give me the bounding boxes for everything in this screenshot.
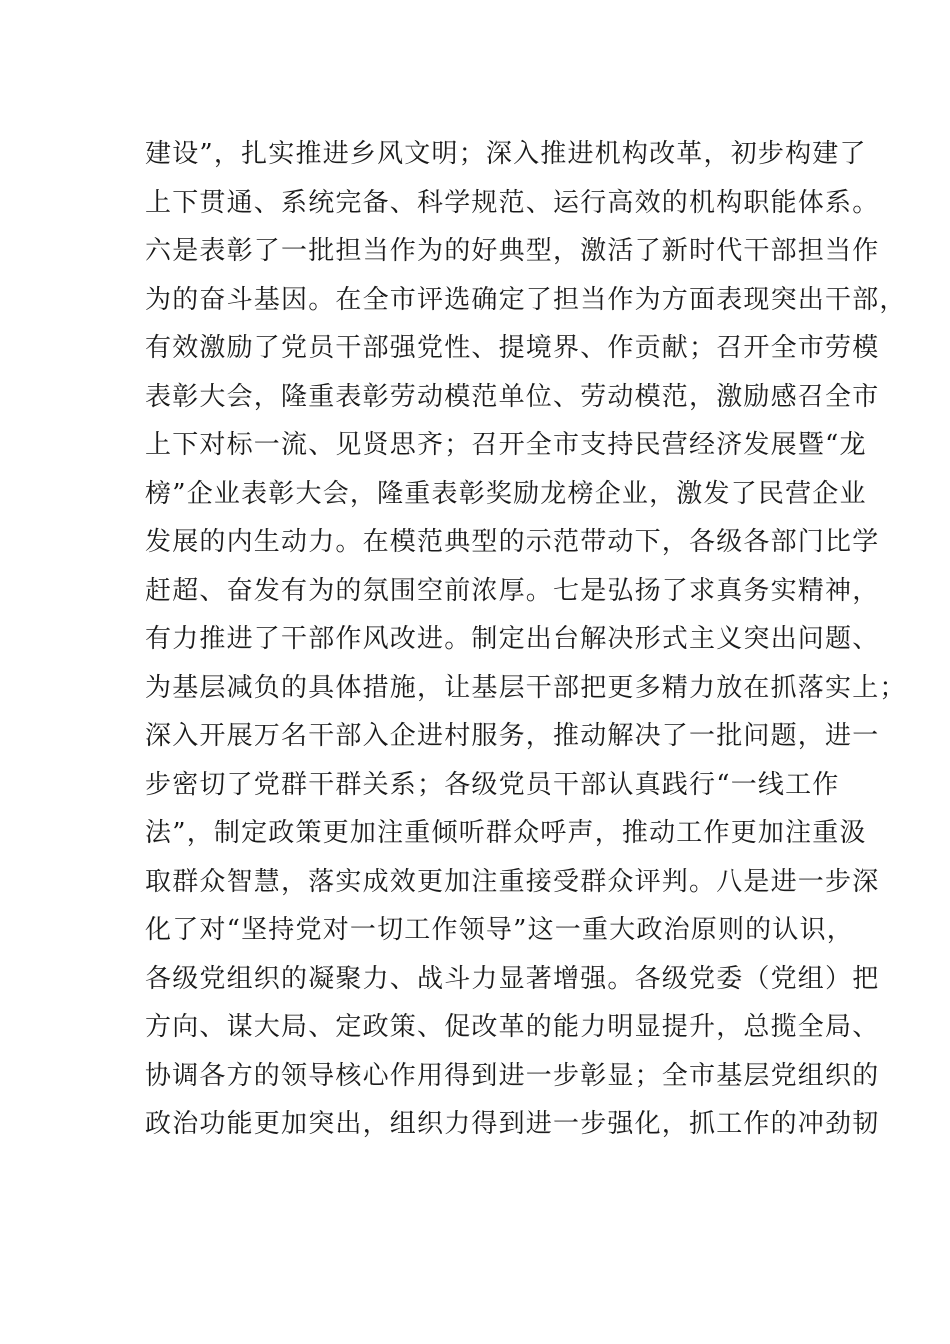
text-line: 上下对标一流、见贤思齐；召开全市支持民营经济发展暨“龙 xyxy=(145,430,867,460)
text-line: 化了对“坚持党对一切工作领导”这一重大政治原则的认识， xyxy=(145,915,854,945)
text-line: 有力推进了干部作风改进。制定出台解决形式主义突出问题、 xyxy=(145,624,880,654)
text-line: 发展的内生动力。在模范典型的示范带动下，各级各部门比学 xyxy=(145,527,880,557)
text-line: 六是表彰了一批担当作为的好典型，激活了新时代干部担当作 xyxy=(145,236,880,266)
text-line: 法”，制定政策更加注重倾听群众呼声，推动工作更加注重汲 xyxy=(145,818,867,848)
text-line: 深入开展万名干部入企进村服务，推动解决了一批问题，进一 xyxy=(145,721,880,751)
text-line: 步密切了党群干群关系；各级党员干部认真践行“一线工作 xyxy=(145,769,840,800)
text-line: 方向、谋大局、定政策、促改革的能力明显提升，总揽全局、 xyxy=(145,1012,880,1042)
text-line: 表彰大会，隆重表彰劳动模范单位、劳动模范，激励感召全市 xyxy=(145,381,880,412)
text-line: 各级党组织的凝聚力、战斗力显著增强。各级党委（党组）把 xyxy=(145,963,880,994)
body-text xyxy=(145,130,907,1149)
text-line: 上下贯通、系统完备、科学规范、运行高效的机构职能体系。 xyxy=(145,187,880,218)
text-line: 取群众智慧，落实成效更加注重接受群众评判。八是进一步深 xyxy=(145,866,880,897)
text-line: 为基层减负的具体措施，让基层干部把更多精力放在抓落实上； xyxy=(145,672,907,703)
text-line: 政治功能更加突出，组织力得到进一步强化，抓工作的冲劲韧 xyxy=(145,1109,880,1139)
text-line: 榜”企业表彰大会，隆重表彰奖励龙榜企业，激发了民营企业 xyxy=(145,478,867,509)
text-line: 赶超、奋发有为的氛围空前浓厚。七是弘扬了求真务实精神， xyxy=(145,575,880,606)
text-line: 为的奋斗基因。在全市评选确定了担当作为方面表现突出干部， xyxy=(145,284,907,315)
text-line: 建设”，扎实推进乡风文明；深入推进机构改革，初步构建了 xyxy=(145,139,867,169)
text-line: 有效激励了党员干部强党性、提境界、作贡献；召开全市劳模 xyxy=(145,333,880,363)
text-line: 协调各方的领导核心作用得到进一步彰显；全市基层党组织的 xyxy=(145,1060,880,1091)
